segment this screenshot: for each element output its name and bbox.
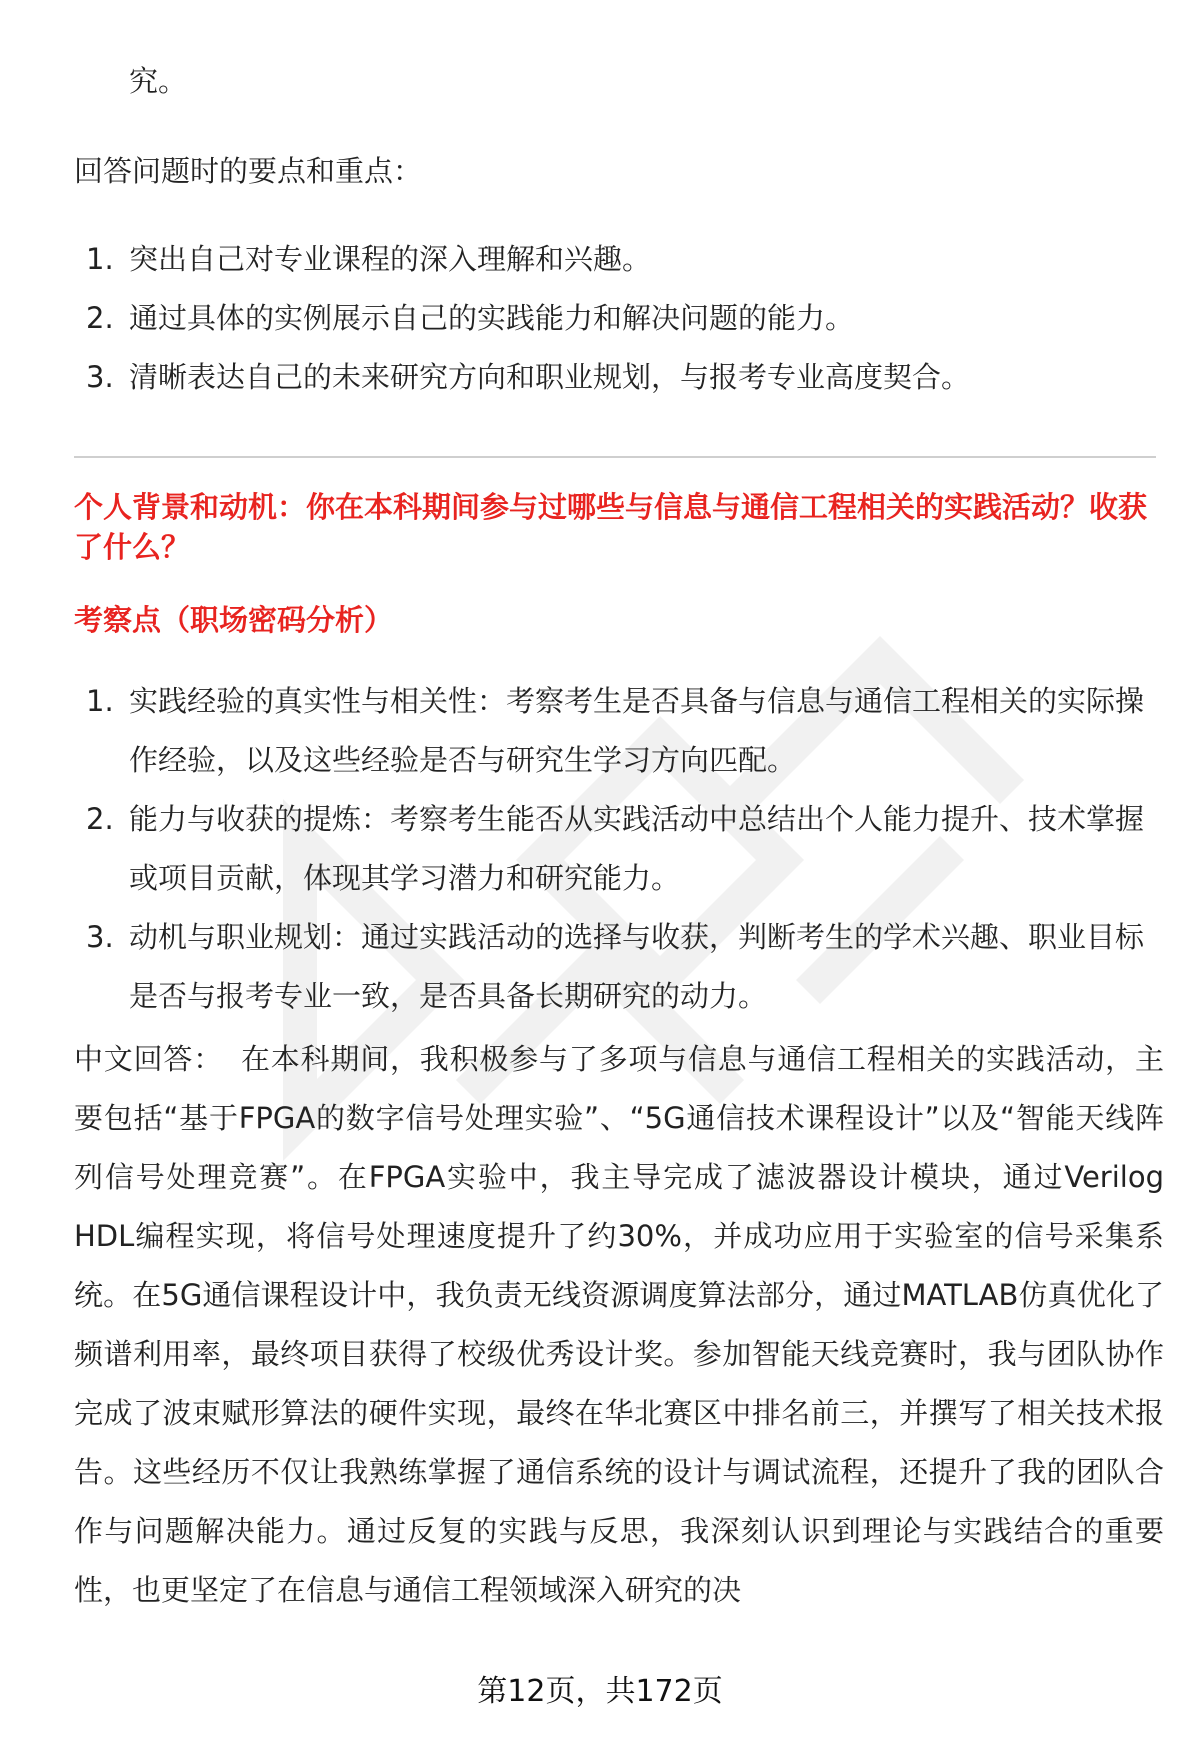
continuation-text: 究。: [129, 64, 188, 98]
answer-label: 中文回答：: [74, 1042, 223, 1076]
section-divider: [74, 456, 1156, 458]
question-heading: 个人背景和动机：你在本科期间参与过哪些与信息与通信工程相关的实践活动？收获了什么？: [74, 490, 1148, 564]
answer-body: 在本科期间，我积极参与了多项与信息与通信工程相关的实践活动，主要包括“基于FPGA的数字信号处理实验”、“5G通信技术课程设计”以及“智能天线阵列信号处理竞赛”。在FPGA实验中，我主导完成了滤波器设计模块，通过Verilog HDL编程实现，将信号处理速度提升了约30%，并成功应用于实验室的信号采集系统。在5G通信课程设计中，我负责无线资源调度算法部分，通过MATLAB仿真优化了频谱利用率，最终项目获得了校级优秀设计奖。参加智能天线竞赛时，我与团队协作完成了波束赋形算法的硬件实现，最终在华北赛区中排名前三，并撰写了相关技术报告。这些经历不仅让我熟练掌握了通信系统的设计与调试流程，还提升了我的团队合作与问题解决能力。通过反复的实践与反思，我深刻认识到理论与实践结合的重要性，也更坚定了在信息与通信工程领域深入研究的决: [74, 1042, 1164, 1607]
list-item-text: 实践经验的真实性与相关性：考察考生是否具备与信息与通信工程相关的实际操作经验，以及这些经验是否与研究生学习方向匹配。: [129, 684, 1145, 777]
list-number: 3.: [86, 920, 114, 954]
answer-paragraph: [74, 1030, 1164, 1620]
list-item-text: 能力与收获的提炼：考察考生能否从实践活动中总结出个人能力提升、技术掌握或项目贡献，体现其学习潜力和研究能力。: [129, 802, 1145, 895]
list-number: 2.: [86, 802, 114, 836]
intro-text: 回答问题时的要点和重点：: [74, 154, 423, 188]
list-item: [74, 790, 1154, 908]
list-number: 1.: [86, 684, 114, 718]
page-footer: 第12页，共172页: [477, 1674, 723, 1709]
list-item: [74, 230, 1154, 289]
assessment-criteria-list: [74, 672, 1154, 1026]
list-number: 1.: [86, 242, 114, 276]
list-number: 2.: [86, 301, 114, 335]
list-item-text: 突出自己对专业课程的深入理解和兴趣。: [129, 242, 652, 276]
key-points-list: [74, 230, 1154, 407]
list-item-text: 清晰表达自己的未来研究方向和职业规划，与报考专业高度契合。: [129, 360, 971, 394]
assessment-subheading: 考察点（职场密码分析）: [74, 603, 394, 637]
list-item-text: 动机与职业规划：通过实践活动的选择与收获，判断考生的学术兴趣、职业目标是否与报考专业一致，是否具备长期研究的动力。: [129, 920, 1145, 1013]
list-item: [74, 908, 1154, 1026]
list-number: 3.: [86, 360, 114, 394]
list-item: [74, 289, 1154, 348]
list-item: [74, 672, 1154, 790]
list-item: [74, 348, 1154, 407]
list-item-text: 通过具体的实例展示自己的实践能力和解决问题的能力。: [129, 301, 855, 335]
